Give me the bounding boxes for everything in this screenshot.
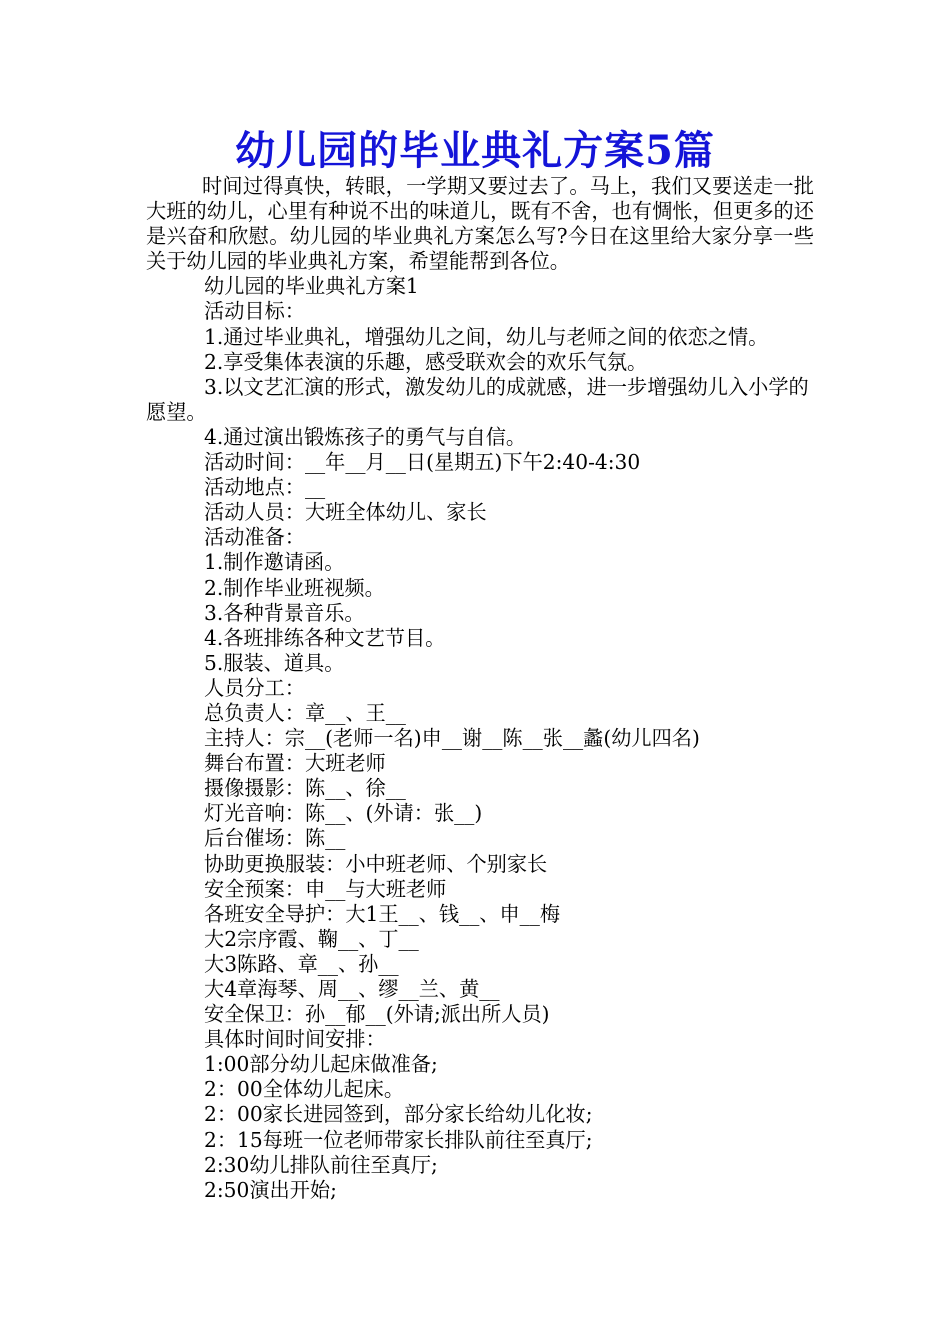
staff-class-guard-2: 大2宗序霞、鞠__、丁__ (204, 926, 419, 951)
schedule-item-4: 2：15每班一位老师带家长排队前往至真厅; (204, 1127, 593, 1152)
activity-time: 活动时间：__年__月__日(星期五)下午2:40-4:30 (204, 450, 641, 475)
section-heading: 幼儿园的毕业典礼方案1 (204, 274, 419, 299)
preparation-item-4: 4.各班排练各种文艺节目。 (204, 625, 446, 650)
staff-heading: 人员分工： (204, 675, 305, 700)
staff-hosts: 主持人：宗__(老师一名)申__谢__陈__张__蠡(幼儿四名) (204, 726, 700, 751)
staff-class-guard-1: 各班安全导护：大1王__、钱__、申__梅 (204, 901, 561, 926)
schedule-item-1: 1:00部分幼儿起床做准备; (204, 1052, 438, 1077)
schedule-item-6: 2:50演出开始; (204, 1177, 337, 1202)
preparation-item-2: 2.制作毕业班视频。 (204, 575, 385, 600)
schedule-heading: 具体时间时间安排： (204, 1027, 386, 1052)
schedule-item-5: 2:30幼儿排队前往至真厅; (204, 1152, 438, 1177)
goals-heading: 活动目标： (204, 299, 305, 324)
goal-item-3: 3.以文艺汇演的形式，激发幼儿的成就感，进一步增强幼儿入小学的愿望。 (146, 374, 809, 424)
activity-location: 活动地点：__ (204, 475, 326, 500)
staff-safety-plan: 安全预案：申__与大班老师 (204, 876, 447, 901)
staff-lighting: 灯光音响：陈__、(外请：张__) (204, 801, 483, 826)
preparation-item-3: 3.各种背景音乐。 (204, 600, 365, 625)
staff-stage: 舞台布置：大班老师 (204, 751, 386, 776)
document-body (146, 174, 814, 1203)
goal-item-4: 4.通过演出锻炼孩子的勇气与自信。 (204, 424, 527, 449)
staff-class-guard-4: 大4章海琴、周__、缪__兰、黄__ (204, 977, 500, 1001)
preparation-item-5: 5.服装、道具。 (204, 650, 345, 675)
staff-class-guard-3: 大3陈路、章__、孙__ (204, 951, 399, 976)
staff-camera: 摄像摄影：陈__、徐__ (204, 776, 406, 801)
schedule-item-3: 2：00家长进园签到，部分家长给幼儿化妆; (204, 1102, 593, 1127)
staff-backstage: 后台催场：陈__ (204, 826, 346, 851)
intro-paragraph: 时间过得真快，转眼，一学期又要过去了。马上，我们又要送走一批大班的幼儿，心里有种说不出的味道儿，既有不舍，也有惆怅，但更多的还是兴奋和欣慰。幼儿园的毕业典礼方案怎么写?今日在这里给大家分享一些关于幼儿园的毕业典礼方案，希望能帮到各位。 (146, 174, 814, 274)
preparation-heading: 活动准备： (204, 525, 305, 550)
activity-participants: 活动人员：大班全体幼儿、家长 (204, 500, 487, 525)
goal-item-2: 2.享受集体表演的乐趣，感受联欢会的欢乐气氛。 (204, 349, 648, 374)
staff-costume: 协助更换服装：小中班老师、个别家长 (204, 851, 548, 876)
staff-security: 安全保卫：孙__郁__(外请;派出所人员) (204, 1002, 550, 1027)
preparation-item-1: 1.制作邀请函。 (204, 550, 345, 575)
schedule-item-2: 2：00全体幼儿起床。 (204, 1077, 405, 1102)
staff-chief: 总负责人：章__、王__ (204, 700, 406, 725)
document-title: 幼儿园的毕业典礼方案5篇 (235, 127, 715, 174)
goal-item-1: 1.通过毕业典礼，增强幼儿之间，幼儿与老师之间的依恋之情。 (204, 324, 769, 349)
